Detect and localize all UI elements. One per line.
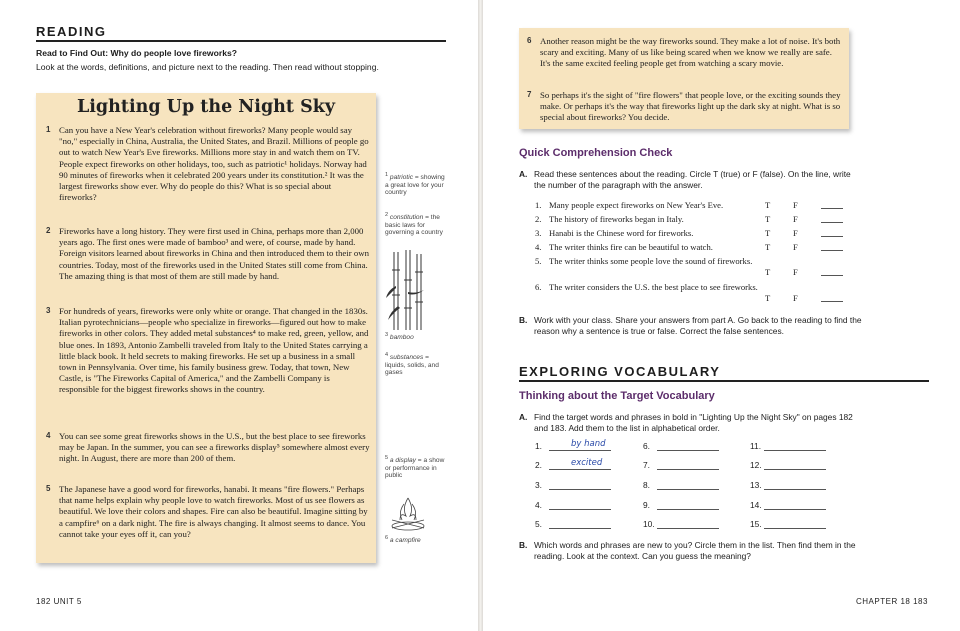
item-number: 4. <box>535 242 542 252</box>
note-number: 4 <box>385 352 389 358</box>
vocab-answer-line[interactable] <box>549 500 611 510</box>
note-patriotic <box>385 172 447 197</box>
paragraph-number: 4 <box>46 431 51 440</box>
note-term: a campfire <box>389 537 421 545</box>
item-number: 3. <box>535 228 542 238</box>
vocab-answer-line[interactable] <box>764 500 826 510</box>
note-number: 5 <box>385 455 389 461</box>
paragraph-text: You can see some great fireworks shows in the U.S., but the best place to see fireworks may be Japan. In the summer, you can see a fireworks display⁵ somewhere almost every night. In August, there are more than 200 of them. <box>59 431 370 464</box>
vocab-answer-line[interactable] <box>764 460 826 470</box>
true-option[interactable]: T <box>765 293 771 303</box>
vocab-answer-line[interactable] <box>549 519 611 529</box>
true-option[interactable]: T <box>765 228 771 238</box>
paragraph-answer-blank[interactable] <box>821 222 843 223</box>
part-letter: A. <box>519 412 528 422</box>
vocab-answer-line[interactable] <box>657 441 719 451</box>
bamboo-illustration <box>386 250 426 330</box>
true-option[interactable]: T <box>765 267 771 277</box>
handwritten-answer: excited <box>571 458 603 468</box>
note-definition: = the basic laws for governing a country <box>385 214 443 237</box>
vocab-answer-line[interactable] <box>764 441 826 451</box>
true-option[interactable]: T <box>765 200 771 210</box>
note-term: constitution <box>389 214 424 222</box>
item-number: 1. <box>535 200 542 210</box>
vocab-number: 10. <box>643 519 655 529</box>
vocab-number: 11. <box>750 441 762 451</box>
false-option[interactable]: F <box>793 214 798 224</box>
vocab-answer-line[interactable] <box>657 500 719 510</box>
vocab-number: 2. <box>535 460 542 470</box>
paragraph-5 <box>44 484 370 540</box>
read-to-find-out: Read to Find Out: Why do people love fireworks? <box>36 48 238 58</box>
vocab-answer-line[interactable] <box>657 519 719 529</box>
qcc-part-a-instructions <box>519 169 864 190</box>
campfire-illustration <box>388 494 428 532</box>
paragraph-text: Can you have a New Year's celebration without fireworks? Many people would say "no," especially in China, Australia, the United States, and Brazil. Millions of people go out to watch New Year's Eve fireworks. Millions more stay in and watch them on TV. People expect fireworks on other holidays, too, such as patriotic¹ holidays. Norway had 90 minutes of fireworks when it celebrated 200 years under its constitution.² It was the largest fireworks show ever. Why do people do this? What is so special about fireworks? <box>59 125 369 203</box>
part-text: Work with your class. Share your answers from part A. Go back to the reading to find the reason why a sentence is true or false. Correct the false sentences. <box>534 315 862 336</box>
item-statement: The history of fireworks began in Italy. <box>549 214 684 224</box>
note-number: 3 <box>385 332 389 338</box>
paragraph-number: 5 <box>46 484 51 493</box>
item-statement: The writer considers the U.S. the best place to see fireworks. <box>549 282 758 292</box>
left-page-footer: 182 UNIT 5 <box>36 597 82 606</box>
vocab-answer-line[interactable] <box>657 480 719 490</box>
false-option[interactable]: F <box>793 293 798 303</box>
paragraph-number: 3 <box>46 306 51 315</box>
part-text: Find the target words and phrases in bold in "Lighting Up the Night Sky" on pages 182 and 183. Add them to the list in alphabetical order. <box>534 412 853 433</box>
note-number: 2 <box>385 212 389 218</box>
true-option[interactable]: T <box>765 214 771 224</box>
false-option[interactable]: F <box>793 228 798 238</box>
vocab-number: 12. <box>750 460 762 470</box>
reading-section-heading: READING <box>36 24 446 42</box>
vocab-number: 15. <box>750 519 762 529</box>
paragraph-number: 2 <box>46 226 51 235</box>
left-page <box>0 0 478 631</box>
part-text: Read these sentences about the reading. Circle T (true) or F (false). On the line, write the number of the paragraph with the answer. <box>534 169 851 190</box>
paragraph-text: Fireworks have a long history. They were first used in China, perhaps more than 2,000 years ago. The first ones were made of bamboo³ and were, of course, made by hand. Foreign visitors learned about fireworks in China and then introduced them to their own countries. Today, most of the fireworks used in the United States still come from China. The amazing thing is that most of them are still made by hand. <box>59 226 370 281</box>
note-term: patriotic <box>389 174 413 182</box>
paragraph-text: The Japanese have a good word for fireworks, hanabi. It means "fire flowers." Perhaps that name helps explain why people love to watch fireworks. Most of us see flowers as beautiful. We love their colors and shapes. Fire can also be beautiful. Imagine sitting by a campfire⁶ on a dark night. The fire is always changing. It almost seems to dance. You cannot take your eyes off it, can you? <box>59 484 368 539</box>
paragraph-1 <box>44 125 370 203</box>
paragraph-answer-blank[interactable] <box>821 208 843 209</box>
paragraph-4 <box>44 431 370 465</box>
item-number: 5. <box>535 256 542 266</box>
item-statement: The writer thinks fire can be beautiful to watch. <box>549 242 713 252</box>
item-statement: The writer thinks some people love the sound of fireworks. <box>549 256 753 266</box>
note-term: a display <box>389 457 416 465</box>
false-option[interactable]: F <box>793 267 798 277</box>
vocab-number: 6. <box>643 441 650 451</box>
vocab-answer-line[interactable] <box>549 460 611 470</box>
handwritten-answer: by hand <box>571 439 606 449</box>
note-display <box>385 455 447 480</box>
note-term: bamboo <box>389 334 414 342</box>
vocab-number: 14. <box>750 500 762 510</box>
note-definition: = liquids, solids, and gases <box>385 354 439 377</box>
item-statement: Hanabi is the Chinese word for fireworks. <box>549 228 694 238</box>
vocab-number: 4. <box>535 500 542 510</box>
note-campfire <box>385 535 447 545</box>
paragraph-3 <box>44 306 370 396</box>
reading-title: Lighting Up the Night Sky <box>76 97 336 117</box>
reading-box <box>36 93 376 563</box>
vocab-number: 7. <box>643 460 650 470</box>
note-definition: = a show or performance in public <box>385 457 445 480</box>
paragraph-number: 6 <box>527 36 532 45</box>
note-term: substances <box>389 354 424 362</box>
target-vocabulary-heading: Thinking about the Target Vocabulary <box>519 390 715 402</box>
note-constitution <box>385 212 447 237</box>
paragraph-text: So perhaps it's the sight of "fire flowers" that people love, or the exciting sounds they make. Or perhaps it's the way that fireworks light up the dark sky at night. What is so special about fireworks? You decide. <box>540 90 841 123</box>
right-page <box>483 0 960 631</box>
vocab-answer-line[interactable] <box>764 480 826 490</box>
false-option[interactable]: F <box>793 200 798 210</box>
paragraph-2 <box>44 226 370 282</box>
vocab-answer-line[interactable] <box>657 460 719 470</box>
vocab-number: 13. <box>750 480 762 490</box>
part-letter: B. <box>519 540 528 550</box>
vocab-number: 1. <box>535 441 542 451</box>
paragraph-answer-blank[interactable] <box>821 236 843 237</box>
false-option[interactable]: F <box>793 242 798 252</box>
paragraph-answer-blank[interactable] <box>821 275 843 276</box>
ttv-part-b-instructions <box>519 540 864 561</box>
item-statement: Many people expect fireworks on New Year's Eve. <box>549 200 724 210</box>
true-option[interactable]: T <box>765 242 771 252</box>
note-definition: = showing a great love for your country <box>385 174 445 197</box>
paragraph-6 <box>525 36 843 70</box>
right-page-footer: CHAPTER 18 183 <box>856 597 928 606</box>
exploring-vocabulary-heading: EXPLORING VOCABULARY <box>519 364 929 382</box>
reading-box-continued <box>519 28 849 129</box>
note-number: 1 <box>385 172 389 178</box>
qcc-part-b-instructions <box>519 315 864 336</box>
item-number: 2. <box>535 214 542 224</box>
ttv-part-a-instructions <box>519 412 864 433</box>
reading-instructions: Look at the words, definitions, and picture next to the reading. Then read without stopping. <box>36 62 379 72</box>
paragraph-text: For hundreds of years, fireworks were only white or orange. That changed in the 1830s. Italian pyrotechnicians—people who specialize in fireworks—figured out how to make fireworks in other colors. They added metal substances⁴ to make red, green, yellow, and blue ones. In 1893, Antonio Zambelli traveled from Italy to the United States carrying a little black book. It held secrets to making fireworks. He set up a business in a small town in Pennsylvania. Over time, his family business grew. Today, that town, New Castle, is "The Fireworks Capital of America," and the Zambelli Company is responsible for the biggest fireworks shows in the country. <box>59 306 369 395</box>
paragraph-number: 7 <box>527 90 532 99</box>
vocab-number: 9. <box>643 500 650 510</box>
paragraph-number: 1 <box>46 125 51 134</box>
part-letter: A. <box>519 169 528 179</box>
note-number: 6 <box>385 535 389 541</box>
paragraph-answer-blank[interactable] <box>821 250 843 251</box>
quick-comprehension-heading: Quick Comprehension Check <box>519 147 673 159</box>
item-number: 6. <box>535 282 542 292</box>
paragraph-answer-blank[interactable] <box>821 301 843 302</box>
vocab-number: 8. <box>643 480 650 490</box>
vocab-answer-line[interactable] <box>764 519 826 529</box>
paragraph-7 <box>525 90 843 124</box>
paragraph-text: Another reason might be the way fireworks sound. They make a lot of noise. It's both scary and exciting. Many of us like being scared when we know we really are safe. It's the same excited feeling people get from watching a scary movie. <box>540 36 841 69</box>
part-text: Which words and phrases are new to you? Circle them in the list. Then find them in the reading. Look at the context. Can you guess the meaning? <box>534 540 856 561</box>
part-letter: B. <box>519 315 528 325</box>
note-bamboo <box>385 332 447 342</box>
note-substances <box>385 352 447 377</box>
vocab-answer-line[interactable] <box>549 441 611 451</box>
vocab-number: 3. <box>535 480 542 490</box>
vocab-answer-line[interactable] <box>549 480 611 490</box>
vocab-number: 5. <box>535 519 542 529</box>
